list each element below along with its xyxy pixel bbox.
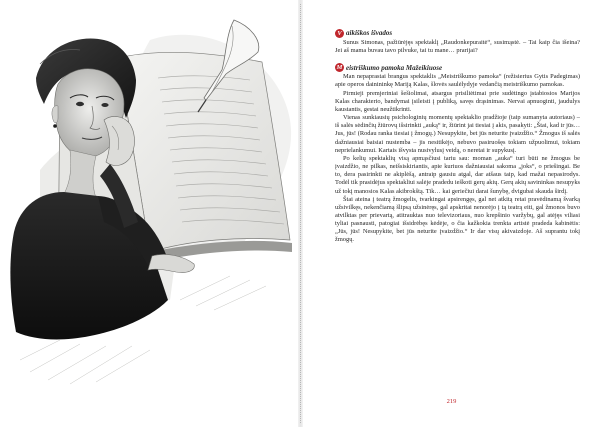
text-block xyxy=(335,29,580,245)
paragraph: Po kelių spektaklių visą apmąsčiusi tariu sau: moman „auka“ turi būti ne žmogus be įvaizdžio, ne pilkas, neišsiskiriantis, apie kuriuos dažniausiai sakoma „joks“, o priešingai. Be to, dera pasirinkti ne akiplėšą, antraip gausiu atgal, dar atšaus taip, kad mažai nepasirodys. Todėl tik prasidėjus spektakliui salėje pradedu ieškoti gerų akių. Gerų akių savininkas nesupyks už tokį manosios Kalas akibrokštą. Tik… kai geriečiui darai šunybę, dvigubai skauda širdį. xyxy=(335,154,581,195)
paragraph: Vienas sunkiausių psichologinių momentų spektaklio pradžioje (taip sumanyta autoriaus) – iš salės sėdinčių žiūrovų išsirinkti „auką“ ir, žiūrint jai tiesiai į akis, pasakyti: „Štai, kad ir jūs… Jus, jūs! (Rodau ranka tiesiai į žmogų.) Nesupykite, bet jūs neturite įvaizdžio.“ Žmogus iš salės dažniausiai baisiai nustemba – jis nesitikėjo, nebuvo pasiruošęs tokiam užpuolimui, tokiam neprielankumui. Kartais išvysta nusivylusį veidą, o neretai ir supykusį. xyxy=(335,114,580,154)
red-circle-initial-icon: M xyxy=(336,64,343,72)
paragraph: Pirmieji premjeriniai šešiolimai, atsargus prisiliėtimai prie sudėtingo įstabiosios Marijos Kalas charakterio, bandymai įsileisti į publiką, savęs drąsinimas. Nervai apnuoginti, jaudulys kaustantis, gestai neužtikrinti. xyxy=(335,89,580,113)
section-heading-text: aikiškos išvados xyxy=(346,29,393,38)
paragraph: Man nepaprastai brangus spektaklis „Meistriškumo pamoka“ (režisierius Gytis Padegimas) apie operos dainininkę Mariją Kalas, šlovės saulėlydyje vedančią meistriškumo pamokas. xyxy=(335,73,580,89)
right-page xyxy=(303,0,600,427)
section-heading-text: eistriškumo pamoka Mažeikiuose xyxy=(346,63,443,72)
red-circle-initial-icon: V xyxy=(335,29,344,38)
woman-with-book-illustration xyxy=(0,0,298,427)
paragraph: Sunus Simonas, pažiūrėjęs spektaklį „Raudonkepuraitė“, susimąstė. – Tai kaip čia išeina? Jei aš mama buvau tavo pilvuke, tai tu mane… prarijai? xyxy=(335,39,580,55)
gutter-dotted-line xyxy=(300,4,301,423)
left-page xyxy=(0,0,298,427)
paragraph: Štai ateina į teatrą žmogelis, tvarkingai apsirengęs, gal net atkitą retai pravėdinamą švarką užsivilkęs, nekenčiamą šlipsą užsinėręs, gal apskritai nenorėjo į tą teatrą eiti, gal žmonos buvo atvilktas per prievartą, atitrauktas nuo televizoriaus, nuo krepšinio varžybų, gal atėjęs viliasi tyliai pasnausti, patogiai išsidrėbęs kėdėje, o čia kažkokia trenkta artistė pradeda kabinėtis: „Jūs, jūs! Nesupykite, bet jūs neturite įvaizdžio.“ Ir dar visų akivaizdoje. Aš suprantu tokį žmogų. xyxy=(335,195,580,244)
section-heading xyxy=(335,29,580,38)
section-heading xyxy=(335,63,580,72)
section-spacer xyxy=(335,55,580,63)
page-number: 219 xyxy=(446,398,457,405)
